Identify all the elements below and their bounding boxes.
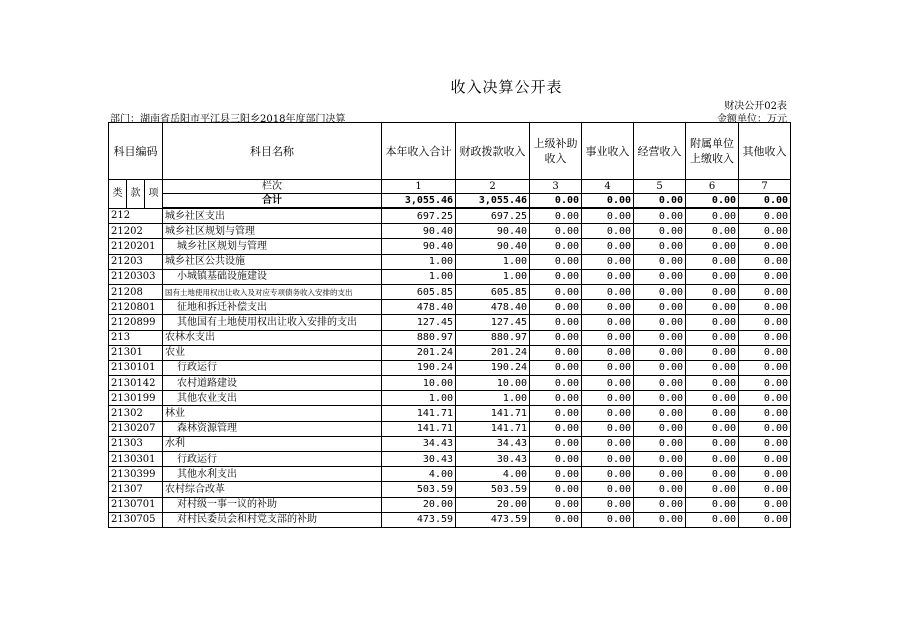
row-name: 其他水利支出 [163, 467, 382, 482]
row-value: 0.00 [686, 208, 739, 224]
header-xiang: 项 [145, 180, 163, 209]
row-name: 对村民委员会和村党支部的补助 [163, 512, 382, 527]
row-value: 90.40 [382, 239, 456, 254]
table-row [109, 239, 791, 254]
row-value: 0.00 [530, 512, 582, 527]
header-career: 事业收入 [582, 123, 634, 180]
row-value: 0.00 [739, 254, 791, 269]
row-value: 0.00 [739, 269, 791, 284]
row-value: 0.00 [530, 391, 582, 406]
row-value: 697.25 [456, 208, 530, 224]
row-value: 0.00 [530, 300, 582, 315]
row-value: 0.00 [634, 300, 686, 315]
col-num: 4 [582, 180, 634, 194]
total-value: 3,055.46 [456, 194, 530, 209]
row-value: 0.00 [582, 467, 634, 482]
row-value: 0.00 [739, 376, 791, 391]
total-value: 0.00 [634, 194, 686, 209]
row-value: 0.00 [686, 376, 739, 391]
row-value: 4.00 [456, 467, 530, 482]
row-code: 21307 [109, 482, 163, 497]
row-value: 0.00 [739, 512, 791, 527]
table-row [109, 284, 791, 299]
row-value: 0.00 [739, 482, 791, 497]
row-value: 478.40 [456, 300, 530, 315]
row-value: 0.00 [739, 345, 791, 360]
row-value: 0.00 [530, 497, 582, 512]
row-value: 0.00 [686, 345, 739, 360]
row-value: 141.71 [456, 421, 530, 436]
row-value: 0.00 [634, 330, 686, 345]
table-row [109, 330, 791, 345]
row-value: 0.00 [739, 208, 791, 224]
header-code: 科目编码 [109, 123, 163, 180]
row-value: 697.25 [382, 208, 456, 224]
row-value: 0.00 [739, 452, 791, 467]
row-value: 0.00 [582, 452, 634, 467]
header-affiliated: 附属单位上缴收入 [686, 123, 739, 180]
row-value: 4.00 [382, 467, 456, 482]
column-number-row [109, 180, 791, 194]
col-num: 5 [634, 180, 686, 194]
row-name: 行政运行 [163, 360, 382, 375]
row-value: 0.00 [634, 436, 686, 451]
header-lei: 类 [109, 180, 127, 209]
row-name: 城乡社区公共设施 [163, 254, 382, 269]
row-value: 34.43 [456, 436, 530, 451]
row-name: 农村综合改革 [163, 482, 382, 497]
row-value: 20.00 [456, 497, 530, 512]
row-value: 90.40 [382, 224, 456, 239]
row-name: 国有土地使用权出让收入及对应专项债务收入安排的支出 [163, 284, 382, 299]
row-value: 0.00 [582, 360, 634, 375]
row-value: 0.00 [686, 360, 739, 375]
row-value: 0.00 [530, 269, 582, 284]
row-value: 0.00 [530, 452, 582, 467]
row-code: 212 [109, 208, 163, 224]
row-value: 0.00 [530, 284, 582, 299]
row-value: 503.59 [382, 482, 456, 497]
total-value: 0.00 [582, 194, 634, 209]
row-code: 2130101 [109, 360, 163, 375]
row-value: 1.00 [456, 391, 530, 406]
row-name: 城乡社区支出 [163, 208, 382, 224]
row-value: 880.97 [382, 330, 456, 345]
row-name: 森林资源管理 [163, 421, 382, 436]
col-num: 1 [382, 180, 456, 194]
row-value: 0.00 [582, 482, 634, 497]
row-value: 0.00 [739, 497, 791, 512]
row-value: 0.00 [634, 208, 686, 224]
row-value: 0.00 [739, 406, 791, 421]
row-value: 141.71 [456, 406, 530, 421]
row-value: 0.00 [634, 239, 686, 254]
row-value: 0.00 [582, 224, 634, 239]
row-value: 0.00 [634, 421, 686, 436]
row-value: 0.00 [739, 239, 791, 254]
row-value: 473.59 [456, 512, 530, 527]
table-row [109, 254, 791, 269]
row-value: 0.00 [530, 436, 582, 451]
row-value: 141.71 [382, 406, 456, 421]
row-value: 127.45 [382, 315, 456, 330]
row-value: 1.00 [456, 254, 530, 269]
row-value: 0.00 [582, 254, 634, 269]
row-value: 0.00 [634, 467, 686, 482]
row-value: 605.85 [456, 284, 530, 299]
row-name: 征地和拆迁补偿支出 [163, 300, 382, 315]
row-value: 0.00 [582, 376, 634, 391]
header-upper: 上级补助收入 [530, 123, 582, 180]
row-value: 0.00 [739, 330, 791, 345]
row-code: 21301 [109, 345, 163, 360]
row-value: 0.00 [739, 467, 791, 482]
row-value: 0.00 [530, 406, 582, 421]
table-row [109, 224, 791, 239]
table-row [109, 497, 791, 512]
income-table [108, 122, 791, 528]
row-value: 0.00 [634, 284, 686, 299]
row-value: 0.00 [634, 224, 686, 239]
row-value: 0.00 [739, 315, 791, 330]
row-value: 34.43 [382, 436, 456, 451]
row-value: 0.00 [686, 239, 739, 254]
row-value: 0.00 [582, 391, 634, 406]
row-value: 10.00 [382, 376, 456, 391]
row-value: 0.00 [582, 300, 634, 315]
row-code: 21203 [109, 254, 163, 269]
row-value: 0.00 [582, 208, 634, 224]
header-other: 其他收入 [739, 123, 791, 180]
total-value: 3,055.46 [382, 194, 456, 209]
row-code: 2130399 [109, 467, 163, 482]
amount-unit-label: 金额单位：万元 [717, 114, 787, 125]
row-value: 0.00 [686, 254, 739, 269]
row-value: 0.00 [530, 254, 582, 269]
row-value: 0.00 [634, 269, 686, 284]
row-code: 2120201 [109, 239, 163, 254]
row-value: 0.00 [739, 284, 791, 299]
row-value: 201.24 [456, 345, 530, 360]
row-value: 0.00 [686, 269, 739, 284]
row-value: 0.00 [686, 224, 739, 239]
col-num: 6 [686, 180, 739, 194]
row-value: 1.00 [456, 269, 530, 284]
col-num: 7 [739, 180, 791, 194]
row-value: 0.00 [686, 467, 739, 482]
row-code: 2130142 [109, 376, 163, 391]
row-value: 0.00 [530, 360, 582, 375]
row-code: 21202 [109, 224, 163, 239]
total-label: 合计 [163, 194, 382, 209]
row-value: 0.00 [634, 482, 686, 497]
row-value: 0.00 [634, 315, 686, 330]
row-value: 141.71 [382, 421, 456, 436]
row-value: 0.00 [582, 269, 634, 284]
row-value: 0.00 [686, 421, 739, 436]
row-value: 0.00 [686, 300, 739, 315]
table-row [109, 512, 791, 527]
row-value: 0.00 [686, 391, 739, 406]
row-value: 90.40 [456, 239, 530, 254]
table-row [109, 300, 791, 315]
row-value: 0.00 [739, 436, 791, 451]
total-row [109, 194, 791, 209]
row-name: 农村道路建设 [163, 376, 382, 391]
row-value: 0.00 [530, 376, 582, 391]
table-row [109, 452, 791, 467]
row-name: 城乡社区规划与管理 [163, 239, 382, 254]
row-value: 1.00 [382, 391, 456, 406]
row-value: 0.00 [739, 391, 791, 406]
row-name: 其他农业支出 [163, 391, 382, 406]
row-value: 0.00 [634, 452, 686, 467]
row-value: 0.00 [686, 330, 739, 345]
row-value: 127.45 [456, 315, 530, 330]
row-value: 0.00 [582, 436, 634, 451]
table-row [109, 269, 791, 284]
row-value: 190.24 [456, 360, 530, 375]
row-name: 其他国有土地使用权出让收入安排的支出 [163, 315, 382, 330]
row-value: 0.00 [582, 421, 634, 436]
header-name: 科目名称 [163, 123, 382, 180]
row-name: 城乡社区规划与管理 [163, 224, 382, 239]
row-value: 0.00 [686, 512, 739, 527]
row-value: 503.59 [456, 482, 530, 497]
table-row [109, 208, 791, 224]
row-value: 0.00 [582, 497, 634, 512]
row-code: 2130199 [109, 391, 163, 406]
row-code: 2130301 [109, 452, 163, 467]
header-business: 经营收入 [634, 123, 686, 180]
form-number: 财决公开02表 [724, 101, 787, 112]
row-value: 0.00 [634, 345, 686, 360]
row-value: 1.00 [382, 254, 456, 269]
row-value: 201.24 [382, 345, 456, 360]
row-value: 0.00 [530, 345, 582, 360]
row-value: 30.43 [382, 452, 456, 467]
row-value: 0.00 [530, 482, 582, 497]
table-row [109, 467, 791, 482]
row-code: 2130207 [109, 421, 163, 436]
row-value: 90.40 [456, 224, 530, 239]
header-total: 本年收入合计 [382, 123, 456, 180]
row-code: 2130701 [109, 497, 163, 512]
row-name: 对村级一事一议的补助 [163, 497, 382, 512]
table-row [109, 315, 791, 330]
table-row [109, 436, 791, 451]
row-name: 水利 [163, 436, 382, 451]
table-row [109, 345, 791, 360]
row-code: 21303 [109, 436, 163, 451]
row-value: 1.00 [382, 269, 456, 284]
header-kuan: 款 [127, 180, 145, 209]
row-value: 478.40 [382, 300, 456, 315]
row-value: 0.00 [582, 512, 634, 527]
total-value: 0.00 [739, 194, 791, 209]
row-code: 2120801 [109, 300, 163, 315]
row-name: 行政运行 [163, 452, 382, 467]
row-code: 21302 [109, 406, 163, 421]
table-row [109, 482, 791, 497]
page-title: 收入决算公开表 [450, 78, 563, 96]
table-row [109, 421, 791, 436]
row-value: 0.00 [686, 482, 739, 497]
row-value: 0.00 [739, 300, 791, 315]
row-code: 213 [109, 330, 163, 345]
row-value: 0.00 [686, 436, 739, 451]
table-row [109, 406, 791, 421]
row-value: 0.00 [582, 239, 634, 254]
row-value: 20.00 [382, 497, 456, 512]
total-value: 0.00 [530, 194, 582, 209]
row-value: 30.43 [456, 452, 530, 467]
row-value: 190.24 [382, 360, 456, 375]
row-value: 0.00 [634, 254, 686, 269]
table-row [109, 376, 791, 391]
row-value: 0.00 [582, 345, 634, 360]
row-value: 0.00 [582, 330, 634, 345]
row-code: 2120303 [109, 269, 163, 284]
row-value: 0.00 [634, 360, 686, 375]
col-num: 3 [530, 180, 582, 194]
row-value: 0.00 [634, 376, 686, 391]
row-value: 0.00 [739, 224, 791, 239]
department-label: 部门：湖南省岳阳市平江县三阳乡2018年度部门决算 [110, 114, 346, 125]
header-fiscal: 财政拨款收入 [456, 123, 530, 180]
row-value: 10.00 [456, 376, 530, 391]
row-value: 0.00 [530, 330, 582, 345]
row-name: 农林水支出 [163, 330, 382, 345]
header-lanci: 栏次 [163, 180, 382, 194]
row-value: 0.00 [686, 284, 739, 299]
row-name: 林业 [163, 406, 382, 421]
row-value: 0.00 [530, 315, 582, 330]
row-value: 0.00 [686, 315, 739, 330]
header-row [109, 123, 791, 180]
row-value: 0.00 [582, 406, 634, 421]
row-value: 0.00 [686, 452, 739, 467]
row-value: 0.00 [530, 208, 582, 224]
row-value: 0.00 [530, 224, 582, 239]
table-row [109, 391, 791, 406]
total-value: 0.00 [686, 194, 739, 209]
row-value: 0.00 [634, 406, 686, 421]
row-value: 0.00 [686, 497, 739, 512]
row-name: 小城镇基础设施建设 [163, 269, 382, 284]
row-value: 0.00 [530, 421, 582, 436]
row-value: 0.00 [739, 421, 791, 436]
row-value: 0.00 [634, 512, 686, 527]
row-value: 473.59 [382, 512, 456, 527]
row-code: 21208 [109, 284, 163, 299]
row-code: 2120899 [109, 315, 163, 330]
row-value: 0.00 [582, 315, 634, 330]
table-row [109, 360, 791, 375]
row-value: 880.97 [456, 330, 530, 345]
row-value: 0.00 [634, 497, 686, 512]
row-value: 0.00 [686, 406, 739, 421]
row-value: 0.00 [582, 284, 634, 299]
col-num: 2 [456, 180, 530, 194]
row-name: 农业 [163, 345, 382, 360]
row-value: 0.00 [530, 239, 582, 254]
row-code: 2130705 [109, 512, 163, 527]
row-value: 0.00 [530, 467, 582, 482]
row-value: 0.00 [634, 391, 686, 406]
row-value: 605.85 [382, 284, 456, 299]
row-value: 0.00 [739, 360, 791, 375]
